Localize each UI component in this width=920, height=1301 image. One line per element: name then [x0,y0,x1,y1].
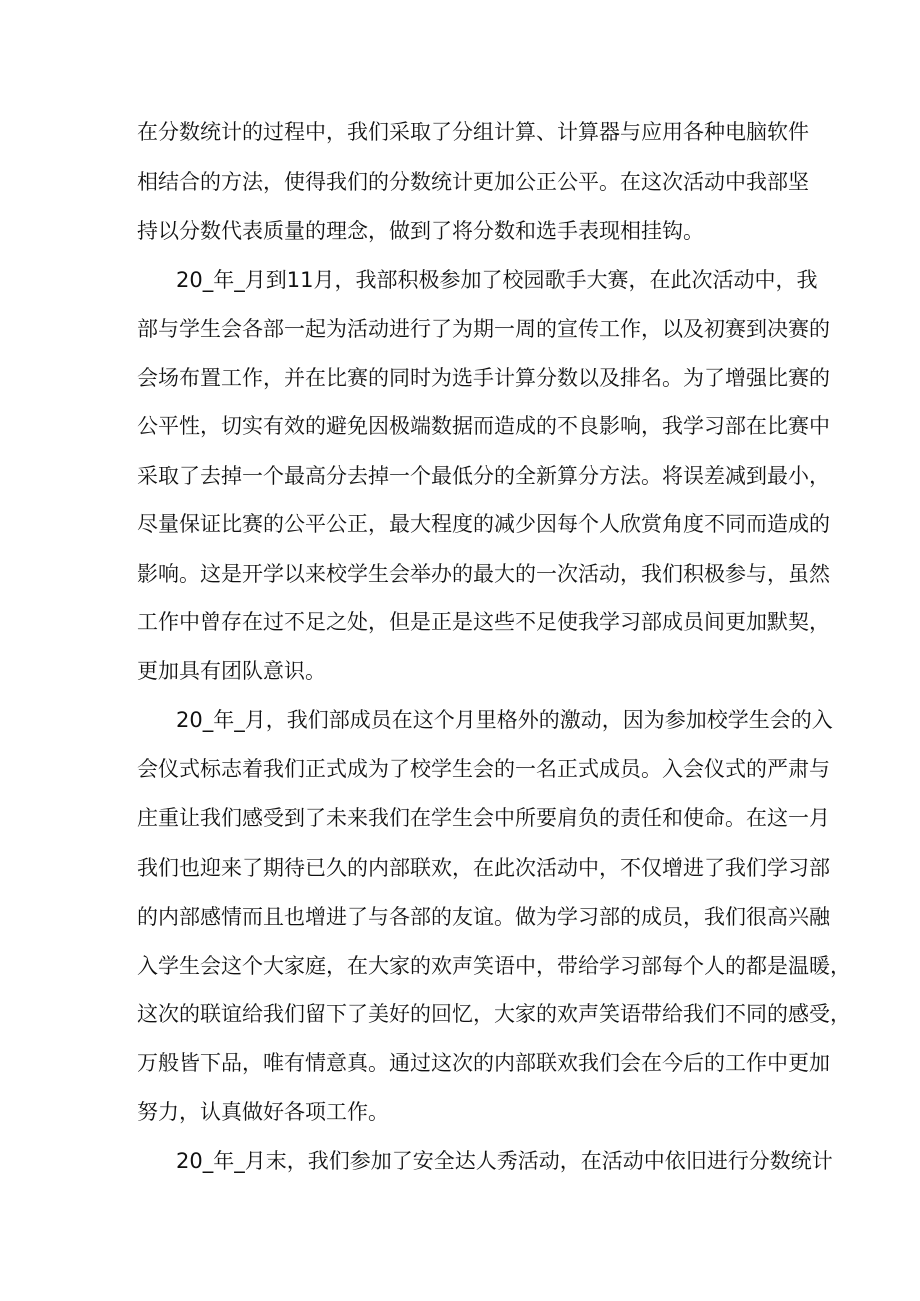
text-line: 尽量保证比赛的公平公正，最大程度的减少因每个人欣赏角度不同而造成的 [137,512,830,536]
paragraph-first-line: 20_年_月到11月，我部积极参加了校园歌手大赛，在此次活动中，我 [176,268,818,292]
text-line: 公平性，切实有效的避免因极端数据而造成的不良影响，我学习部在比赛中 [137,414,830,438]
text-line: 在分数统计的过程中，我们采取了分组计算、计算器与应用各种电脑软件 [137,120,809,144]
text-line: 入学生会这个大家庭，在大家的欢声笑语中，带给学习部每个人的都是温暖， [137,954,851,978]
paragraph-first-line: 20_年_月，我们部成员在这个月里格外的激动，因为参加校学生会的入 [176,708,833,732]
text-line: 的内部感情而且也增进了与各部的友谊。做为学习部的成员，我们很高兴融 [137,905,830,929]
text-line: 庄重让我们感受到了未来我们在学生会中所要肩负的责任和使命。在这一月 [137,806,830,830]
text-line: 采取了去掉一个最高分去掉一个最低分的全新算分方法。将误差减到最小， [137,464,830,488]
text-line: 影响。这是开学以来校学生会举办的最大的一次活动，我们积极参与，虽然 [137,562,830,586]
text-line: 会场布置工作，并在比赛的同时为选手计算分数以及排名。为了增强比赛的 [137,366,830,390]
text-line: 努力，认真做好各项工作。 [137,1100,389,1124]
text-line: 我们也迎来了期待已久的内部联欢，在此次活动中，不仅增进了我们学习部 [137,856,830,880]
text-line: 持以分数代表质量的理念，做到了将分数和选手表现相挂钩。 [137,219,704,243]
text-line: 相结合的方法，使得我们的分数统计更加公正公平。在这次活动中我部坚 [137,170,809,194]
text-line: 这次的联谊给我们留下了美好的回忆，大家的欢声笑语带给我们不同的感受， [137,1002,851,1026]
paragraph-first-line: 20_年_月末，我们参加了安全达人秀活动，在活动中依旧进行分数统计 [176,1149,833,1173]
text-line: 部与学生会各部一起为活动进行了为期一周的宣传工作，以及初赛到决赛的 [137,317,830,341]
text-line: 会仪式标志着我们正式成为了校学生会的一名正式成员。入会仪式的严肃与 [137,757,830,781]
text-line: 万般皆下品，唯有情意真。通过这次的内部联欢我们会在今后的工作中更加 [137,1051,830,1075]
text-line: 更加具有团队意识。 [137,659,326,683]
text-line: 工作中曾存在过不足之处，但是正是这些不足使我学习部成员间更加默契， [137,610,830,634]
